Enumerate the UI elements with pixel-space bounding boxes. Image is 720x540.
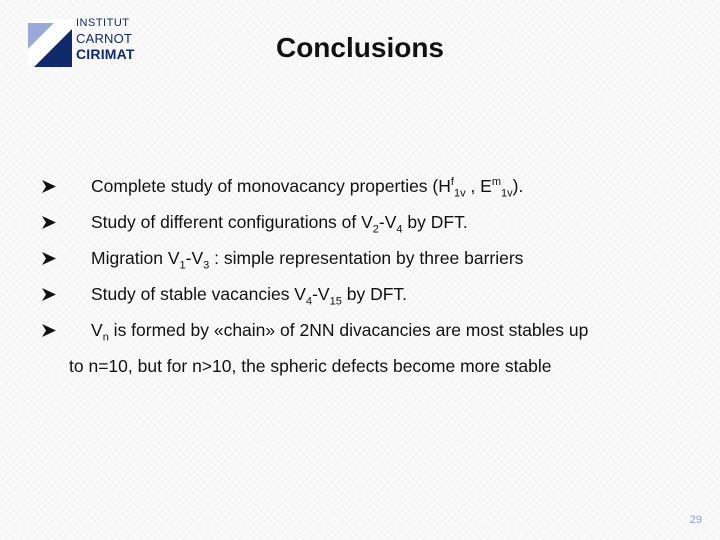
arrowhead-bullet-icon	[42, 317, 56, 343]
bullet-text: Migration $V_1-V_3$ : simple representation by three barriers	[91, 248, 524, 272]
bullet-item	[0, 317, 720, 343]
bullet-item	[0, 209, 720, 235]
page-number: 29	[689, 514, 702, 526]
logo-line-2: CARNOT	[76, 31, 133, 46]
logo-line-1: INSTITUT	[76, 17, 130, 29]
bullet-text: Complete study of monovacancy properties ($H^f_{1v}$ , $E^m_{1v}$).	[91, 176, 524, 200]
arrowhead-bullet-icon	[42, 173, 56, 199]
arrowhead-bullet-icon	[42, 245, 56, 271]
bullet-item	[0, 281, 720, 307]
slide-title: Conclusions	[275, 32, 444, 63]
logo-line-3: CIRIMAT	[76, 46, 135, 62]
bullet-text: Study of stable vacancies $V_4-V_{15}$ by DFT.	[91, 284, 408, 308]
bullet-item	[0, 245, 720, 271]
bullet-continuation: to n=10, but for n>10, the spheric defects become more stable	[69, 356, 552, 376]
bullet-text: $V_n$ is formed by «chain» of 2NN divacancies are most stables up	[91, 320, 589, 344]
bullet-item	[0, 173, 720, 199]
arrowhead-bullet-icon	[42, 281, 56, 307]
bullet-text: Study of different configurations of $V_2-V_4$ by DFT.	[91, 212, 468, 236]
arrowhead-bullet-icon	[42, 209, 56, 235]
